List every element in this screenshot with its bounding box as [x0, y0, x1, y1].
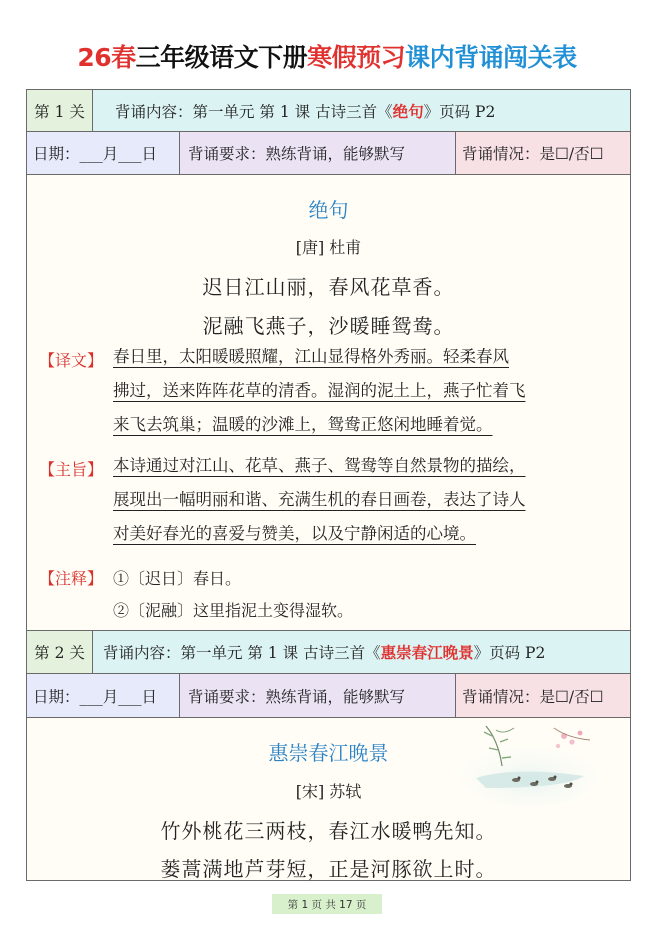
lesson-2-date: 日期：___月___日	[27, 674, 180, 717]
translation-tag: 【译文】	[39, 351, 104, 370]
theme-line-3: 对美好春光的喜爱与赞美，以及宁静闲适的心境。	[113, 524, 476, 543]
lesson-1-content-title: 绝句	[392, 101, 424, 121]
lesson-2-verse-2: 蒌蒿满地芦芽短，正是河豚欲上时。	[160, 857, 497, 881]
lesson-2-content	[93, 631, 630, 673]
lesson-1-content-prefix: 背诵内容：第一单元 第 1 课 古诗三首《	[115, 102, 393, 121]
lesson-1-level: 第 1 关	[27, 90, 93, 131]
lesson-2-content-prefix: 背诵内容：第一单元 第 1 课 古诗三首《	[103, 644, 381, 662]
note-1: ①〔迟日〕春日。	[113, 569, 242, 588]
lesson-1-info-row	[27, 132, 630, 175]
theme-line-1: 本诗通过对江山、花草、燕子、鸳鸯等自然景物的描绘，	[113, 456, 526, 475]
lesson-2-author: [宋] 苏轼	[295, 782, 362, 801]
theme-tag: 【主旨】	[39, 460, 104, 479]
lesson-1-content-suffix: 》页码 P2	[423, 102, 496, 121]
lesson-2-content-suffix: 》页码 P2	[473, 644, 546, 662]
lesson-2-status: 背诵情况：是☐/否☐	[456, 674, 630, 717]
lesson-2-requirement: 背诵要求：熟练背诵，能够默写	[180, 674, 456, 717]
lesson-2-poem-title: 惠崇春江晚景	[268, 741, 389, 765]
lesson-1-status: 背诵情况：是☐/否☐	[456, 132, 630, 174]
translation-text	[113, 340, 621, 442]
title-part-3: 寒假预习	[307, 43, 406, 72]
page-footer: 第 1 页 共 17 页	[272, 894, 382, 914]
theme-text	[113, 449, 621, 551]
lesson-2-content-row	[27, 630, 630, 674]
spring-river-illustration	[456, 718, 604, 808]
lesson-1-verse-1: 迟日江山丽，春风花草香。	[202, 275, 455, 299]
title-part-4: 课内背诵闯关表	[405, 43, 577, 72]
lesson-2-verse-1: 竹外桃花三两枝，春江水暖鸭先知。	[160, 819, 497, 843]
lesson-2-content-title: 惠崇春江晚景	[380, 643, 474, 662]
lesson-1-author: [唐] 杜甫	[295, 238, 362, 257]
translation-line-3: 来飞去筑巢；温暖的沙滩上，鸳鸯正悠闲地睡着觉。	[113, 415, 493, 434]
lesson-2-level: 第 2 关	[27, 631, 93, 673]
lesson-1-content	[93, 90, 630, 131]
theme-line-2: 展现出一幅明丽和谐、充满生机的春日画卷，表达了诗人	[113, 490, 526, 509]
lesson-1-content-row	[27, 90, 630, 132]
lesson-1-verse-2: 泥融飞燕子，沙暖睡鸳鸯。	[202, 314, 455, 338]
lesson-1-requirement: 背诵要求：熟练背诵，能够默写	[180, 132, 456, 174]
title-part-2: 三年级语文下册	[135, 43, 308, 72]
page-title	[0, 38, 654, 74]
note-2: ②〔泥融〕这里指泥土变得湿软。	[113, 601, 354, 620]
lesson-1-poem-title: 绝句	[308, 198, 349, 222]
notes-tag: 【注释】	[39, 569, 104, 588]
translation-line-1: 春日里，太阳暖暖照耀，江山显得格外秀丽。轻柔春风	[113, 347, 509, 366]
translation-line-2: 拂过，送来阵阵花草的清香。湿润的泥土上，燕子忙着飞	[113, 381, 526, 400]
lesson-1-date: 日期：___月___日	[27, 132, 180, 174]
title-part-1: 26春	[77, 43, 136, 72]
lesson-2-info-row	[27, 674, 630, 718]
